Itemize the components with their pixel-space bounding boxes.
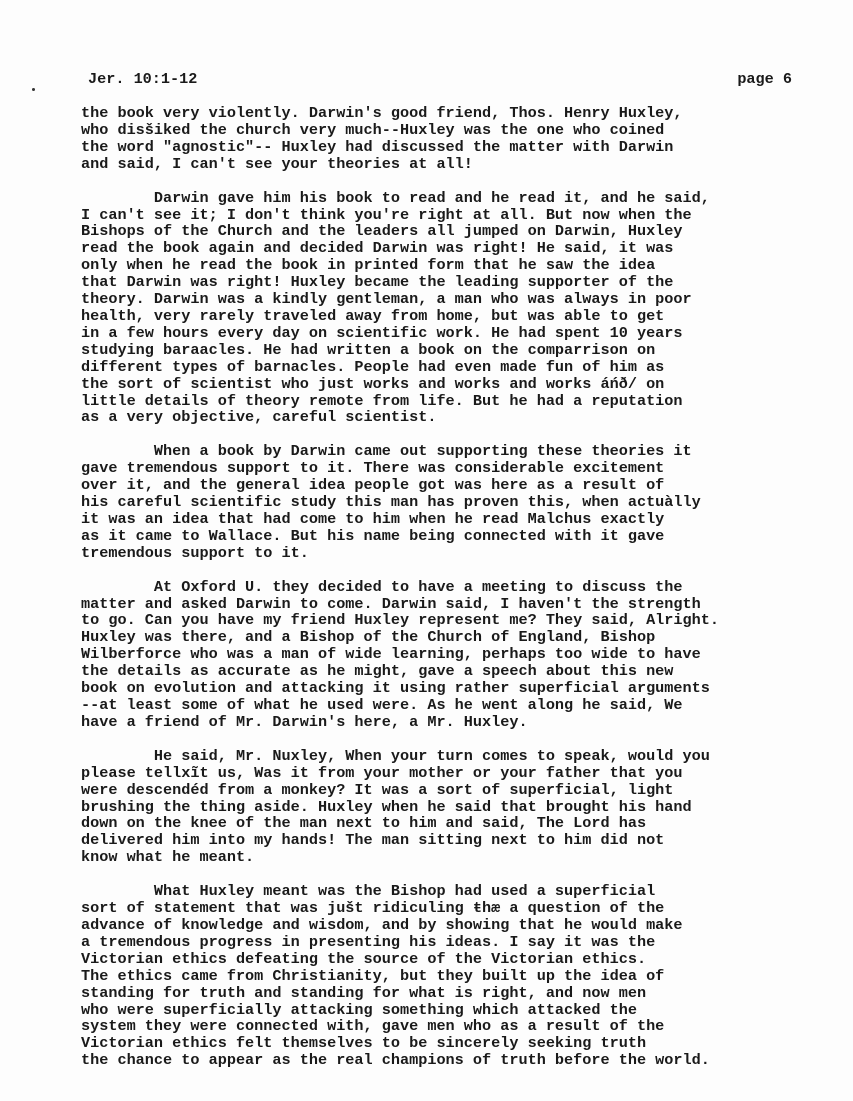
text-line: health, very rarely traveled away from home, but was able to get: [81, 306, 665, 325]
page-header: [88, 71, 792, 89]
text-line: studying baraacles. He had written a book on the comparrison on: [81, 340, 656, 359]
text-line: sort of statement that was jušt ridiculing ŧhæ a question of the: [81, 899, 665, 918]
paragraph: [81, 883, 811, 1069]
text-line: and said, I can't see your theories at all!: [81, 154, 473, 173]
text-line: Darwin gave him his book to read and he read it, and he said,: [81, 188, 710, 207]
text-line: book on evolution and attacking it using rather superficial arguments: [81, 679, 710, 698]
paragraph: [81, 748, 811, 866]
text-line: theory. Darwin was a kindly gentleman, a man who was always in poor: [81, 290, 692, 309]
text-line: different types of barnacles. People had even made fun of him as: [81, 357, 665, 376]
text-line: When a book by Darwin came out supporting these theories it: [81, 442, 692, 461]
text-line: tremendous support to it.: [81, 543, 309, 562]
document-body: [81, 105, 811, 1086]
text-line: the book very violently. Darwin's good friend, Thos. Henry Huxley,: [81, 104, 683, 122]
text-line: The ethics came from Christianity, but they built up the idea of: [81, 966, 665, 985]
text-line: the details as accurate as he might, gave a speech about this new: [81, 662, 674, 681]
text-line: advance of knowledge and wisdom, and by showing that he would make: [81, 915, 683, 934]
text-line: Wilberforce who was a man of wide learning, perhaps too wide to have: [81, 645, 701, 664]
text-line: as a very objective, careful scientist.: [81, 408, 437, 427]
text-line: that Darwin was right! Huxley became the leading supporter of the: [81, 273, 674, 292]
text-line: to go. Can you have my friend Huxley represent me? They said, Alright.: [81, 611, 719, 630]
text-line: At Oxford U. they decided to have a meeting to discuss the: [81, 577, 683, 596]
text-line: --at least some of what he used were. As he went along he said, We: [81, 696, 683, 714]
text-line: Victorian ethics felt themselves to be sincerely seeking truth: [81, 1034, 647, 1053]
text-line: What Huxley meant was the Bishop had used a superficial: [81, 882, 656, 901]
text-line: in a few hours every day on scientific work. He had spent 10 years: [81, 323, 683, 342]
text-line: please tellxĩt us, Was it from your mother or your father that you: [81, 763, 683, 782]
text-line: system they were connected with, gave men who as a result of the: [81, 1017, 665, 1036]
stray-mark: [32, 88, 35, 91]
paragraph: [81, 105, 811, 173]
text-line: gave tremendous support to it. There was considerable excitement: [81, 459, 665, 478]
text-line: as it came to Wallace. But his name being connected with it gave: [81, 526, 665, 545]
text-line: standing for truth and standing for what is right, and now men: [81, 983, 647, 1002]
text-line: delivered him into my hands! The man sitting next to him did not: [81, 831, 665, 850]
text-line: the chance to appear as the real champions of truth before the world.: [81, 1051, 710, 1070]
page-number: page 6: [737, 70, 792, 88]
text-line: little details of theory remote from life. But he had a reputation: [81, 391, 683, 410]
text-line: the sort of scientist who just works and works and works áńð/ on: [81, 374, 665, 393]
paragraph: [81, 190, 811, 427]
text-line: know what he meant.: [81, 848, 255, 867]
scripture-reference: Jer. 10:1-12: [88, 70, 198, 88]
text-line: have a friend of Mr. Darwin's here, a Mr. Huxley.: [81, 712, 528, 731]
text-line: who disšiked the church very much--Huxley was the one who coined: [81, 120, 665, 139]
text-line: brushing the thing aside. Huxley when he said that brought his hand: [81, 797, 692, 816]
text-line: Bishops of the Church and the leaders all jumped on Darwin, Huxley: [81, 222, 683, 241]
text-line: I can't see it; I don't think you're right at all. But now when the: [81, 205, 692, 224]
text-line: it was an idea that had come to him when he read Malchus exactly: [81, 509, 665, 528]
paragraph: [81, 579, 811, 731]
text-line: who were superficially attacking something which attacked the: [81, 1000, 637, 1019]
paragraph: [81, 443, 811, 561]
text-line: read the book again and decided Darwin was right! He said, it was: [81, 239, 674, 258]
text-line: the word "agnostic"-- Huxley had discussed the matter with Darwin: [81, 137, 674, 156]
text-line: He said, Mr. Nuxley, When your turn comes to speak, would you: [81, 746, 710, 765]
text-line: over it, and the general idea people got was here as a result of: [81, 476, 665, 495]
text-line: were descendéd from a monkey? It was a sort of superficial, light: [81, 780, 674, 799]
text-line: Victorian ethics defeating the source of the Victorian ethics.: [81, 949, 647, 968]
text-line: down on the knee of the man next to him and said, The Lord has: [81, 814, 647, 833]
text-line: only when he read the book in printed form that he saw the idea: [81, 256, 656, 275]
text-line: a tremendous progress in presenting his ideas. I say it was the: [81, 932, 656, 951]
text-line: Huxley was there, and a Bishop of the Church of England, Bishop: [81, 628, 656, 647]
text-line: his careful scientific study this man has proven this, when actuàlly: [81, 493, 701, 512]
text-line: matter and asked Darwin to come. Darwin said, I haven't the strength: [81, 594, 701, 613]
